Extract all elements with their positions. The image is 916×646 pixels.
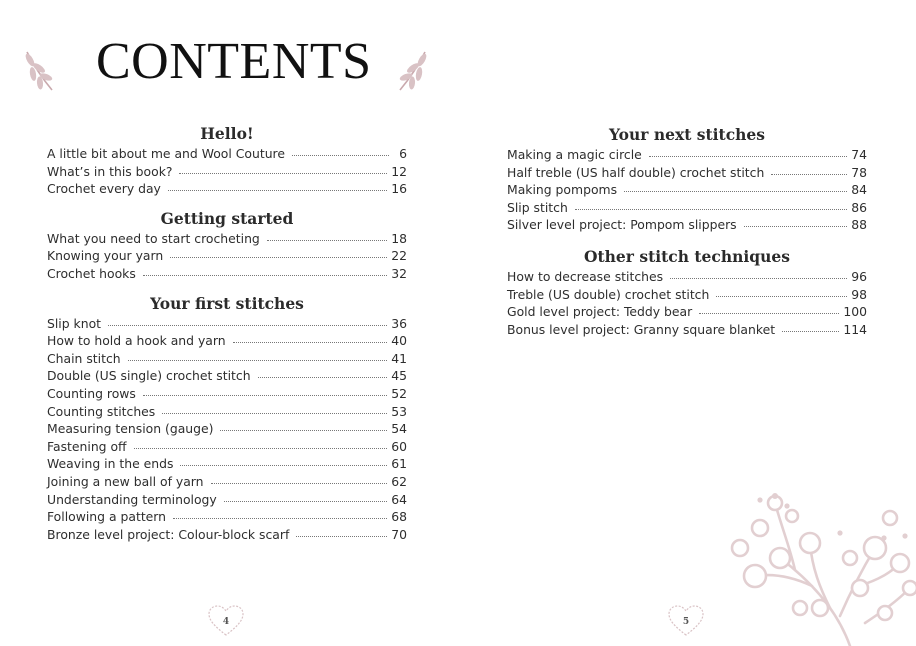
- dot-leader: [220, 421, 387, 431]
- dot-leader: [575, 200, 847, 210]
- toc-entry-page: 60: [391, 438, 407, 454]
- toc-entry-title: Double (US single) crochet stitch: [47, 368, 251, 384]
- toc-entry[interactable]: [507, 146, 867, 164]
- toc-entry[interactable]: [47, 315, 407, 333]
- toc-entry-page: 6: [399, 146, 407, 161]
- dot-leader: [143, 386, 387, 396]
- toc-entry-page: 40: [391, 333, 407, 349]
- toc-entry-page: 64: [391, 491, 407, 507]
- toc-entry-title: Silver level project: Pompom slippers: [507, 217, 737, 233]
- dot-leader: [649, 147, 847, 157]
- leaf-sprig-icon: [396, 48, 430, 94]
- toc-entry-page: 16: [391, 181, 407, 197]
- toc-entry-page: 61: [391, 456, 407, 472]
- toc-entry[interactable]: [47, 473, 407, 491]
- toc-entry[interactable]: [507, 303, 867, 321]
- dot-leader: [258, 368, 388, 378]
- toc-entry-title: How to hold a hook and yarn: [47, 333, 226, 349]
- toc-entry[interactable]: [507, 268, 867, 286]
- leaf-sprig-icon: [22, 48, 56, 94]
- toc-entry[interactable]: [47, 332, 407, 350]
- toc-entry-page: 68: [391, 509, 407, 525]
- dot-leader: [128, 351, 388, 361]
- toc-entry-page: 36: [391, 315, 407, 331]
- dot-leader: [296, 527, 387, 537]
- toc-entry-title: What you need to start crocheting: [47, 230, 260, 246]
- toc-entry[interactable]: [47, 508, 407, 526]
- toc-entry-page: 100: [843, 304, 867, 320]
- toc-entry[interactable]: [47, 145, 407, 163]
- toc-section: [47, 208, 407, 283]
- dot-leader: [624, 182, 847, 192]
- dot-leader: [162, 404, 387, 414]
- section-heading: Your next stitches: [608, 125, 766, 144]
- dot-leader: [173, 509, 387, 519]
- toc-entry-title: Crochet hooks: [47, 265, 136, 281]
- toc-entry[interactable]: [47, 420, 407, 438]
- toc-column-left: [47, 123, 407, 543]
- toc-entry-page: 96: [851, 268, 867, 284]
- toc-section: [507, 246, 867, 338]
- dot-leader: [292, 146, 389, 156]
- toc-entry-page: 62: [391, 473, 407, 489]
- dot-leader: [744, 217, 848, 227]
- toc-entry-page: 54: [391, 421, 407, 437]
- toc-entry-page: 22: [391, 248, 407, 264]
- toc-entry-title: Chain stitch: [47, 350, 121, 366]
- toc-entry[interactable]: [47, 163, 407, 181]
- toc-entry-page: 70: [391, 526, 407, 542]
- toc-entry-title: Treble (US double) crochet stitch: [507, 286, 710, 302]
- toc-entry-title: Counting rows: [47, 385, 136, 401]
- toc-entry-title: Bronze level project: Colour-block scarf: [47, 526, 290, 542]
- toc-entry-page: 52: [391, 385, 407, 401]
- toc-entry-page: 45: [391, 368, 407, 384]
- toc-entry-page: 98: [851, 286, 867, 302]
- dot-leader: [134, 439, 388, 449]
- toc-entry-page: 32: [391, 265, 407, 281]
- dot-leader: [168, 181, 387, 191]
- toc-entry[interactable]: [47, 455, 407, 473]
- dot-leader: [108, 316, 387, 326]
- toc-entry-page: 88: [851, 217, 867, 233]
- section-heading: Your first stitches: [150, 293, 304, 313]
- page-number-text: 5: [682, 617, 690, 627]
- toc-entry-page: 74: [851, 147, 867, 162]
- toc-entry-page: 78: [851, 164, 867, 180]
- toc-entry-title: Making a magic circle: [507, 147, 642, 162]
- toc-entry[interactable]: [507, 216, 867, 234]
- toc-entry-title: Half treble (US half double) crochet stitch: [507, 164, 765, 180]
- toc-entry[interactable]: [47, 180, 407, 198]
- toc-entry-page: 18: [391, 230, 407, 246]
- dot-leader: [179, 164, 387, 174]
- dot-leader: [771, 165, 847, 175]
- dot-leader: [143, 266, 387, 276]
- toc-entry[interactable]: [47, 403, 407, 421]
- dot-leader: [267, 231, 387, 241]
- page-title: CONTENTS: [96, 33, 372, 90]
- toc-entry-title: Crochet every day: [47, 181, 161, 197]
- toc-entry[interactable]: [47, 385, 407, 403]
- toc-entry[interactable]: [47, 526, 407, 544]
- toc-entry-title: Slip knot: [47, 315, 102, 331]
- toc-entry[interactable]: [47, 367, 407, 385]
- section-heading: Other stitch techniques: [584, 246, 790, 266]
- toc-entry-title: Joining a new ball of yarn: [47, 473, 204, 489]
- toc-entry-title: Making pompoms: [507, 182, 618, 198]
- dot-leader: [716, 287, 847, 297]
- dot-leader: [180, 456, 387, 466]
- dot-leader: [211, 474, 388, 484]
- toc-entry-title: A little bit about me and Wool Couture: [47, 146, 286, 161]
- toc-entry-title: Slip stitch: [507, 199, 568, 215]
- dot-leader: [782, 322, 839, 332]
- toc-entry-title: Following a pattern: [47, 509, 167, 525]
- toc-entry[interactable]: [47, 350, 407, 368]
- toc-entry-title: What’s in this book?: [47, 163, 173, 179]
- toc-entry-page: 41: [391, 350, 407, 366]
- toc-entry-title: Bonus level project: Granny square blanket: [507, 321, 776, 337]
- toc-entry[interactable]: [47, 265, 407, 283]
- toc-entry-page: 86: [851, 199, 867, 215]
- toc-section: [507, 124, 867, 234]
- toc-entry[interactable]: [47, 438, 407, 456]
- toc-entry[interactable]: [507, 321, 867, 339]
- toc-entry-title: Measuring tension (gauge): [47, 421, 214, 437]
- toc-entry-title: Counting stitches: [47, 403, 156, 419]
- dot-leader: [170, 248, 387, 258]
- toc-entry[interactable]: [47, 491, 407, 509]
- dot-leader: [699, 304, 839, 314]
- toc-entry-page: 53: [391, 403, 407, 419]
- toc-entry-title: Weaving in the ends: [47, 456, 174, 472]
- toc-entry-title: Understanding terminology: [47, 491, 217, 507]
- section-heading: Hello!: [200, 124, 254, 143]
- dot-leader: [224, 492, 387, 502]
- toc-entry-page: 114: [843, 321, 867, 337]
- toc-column-right: [507, 124, 867, 338]
- toc-section: [47, 123, 407, 198]
- toc-entry[interactable]: [507, 164, 867, 182]
- berry-branch-icon: [700, 488, 916, 646]
- toc-entry-title: Fastening off: [47, 438, 127, 454]
- toc-entry-title: How to decrease stitches: [507, 268, 664, 284]
- toc-section: [47, 293, 407, 544]
- toc-entry[interactable]: [47, 230, 407, 248]
- toc-entry-title: Knowing your yarn: [47, 248, 164, 264]
- toc-entry[interactable]: [507, 199, 867, 217]
- toc-entry[interactable]: [507, 181, 867, 199]
- section-heading: Getting started: [160, 208, 294, 228]
- toc-entry[interactable]: [507, 286, 867, 304]
- toc-entry-page: 84: [851, 182, 867, 198]
- page-number-text: 4: [222, 617, 230, 627]
- toc-entry[interactable]: [47, 247, 407, 265]
- toc-entry-page: 12: [391, 163, 407, 179]
- dot-leader: [670, 269, 847, 279]
- dot-leader: [233, 333, 388, 343]
- toc-entry-title: Gold level project: Teddy bear: [507, 304, 693, 320]
- page-number-left: [206, 604, 246, 638]
